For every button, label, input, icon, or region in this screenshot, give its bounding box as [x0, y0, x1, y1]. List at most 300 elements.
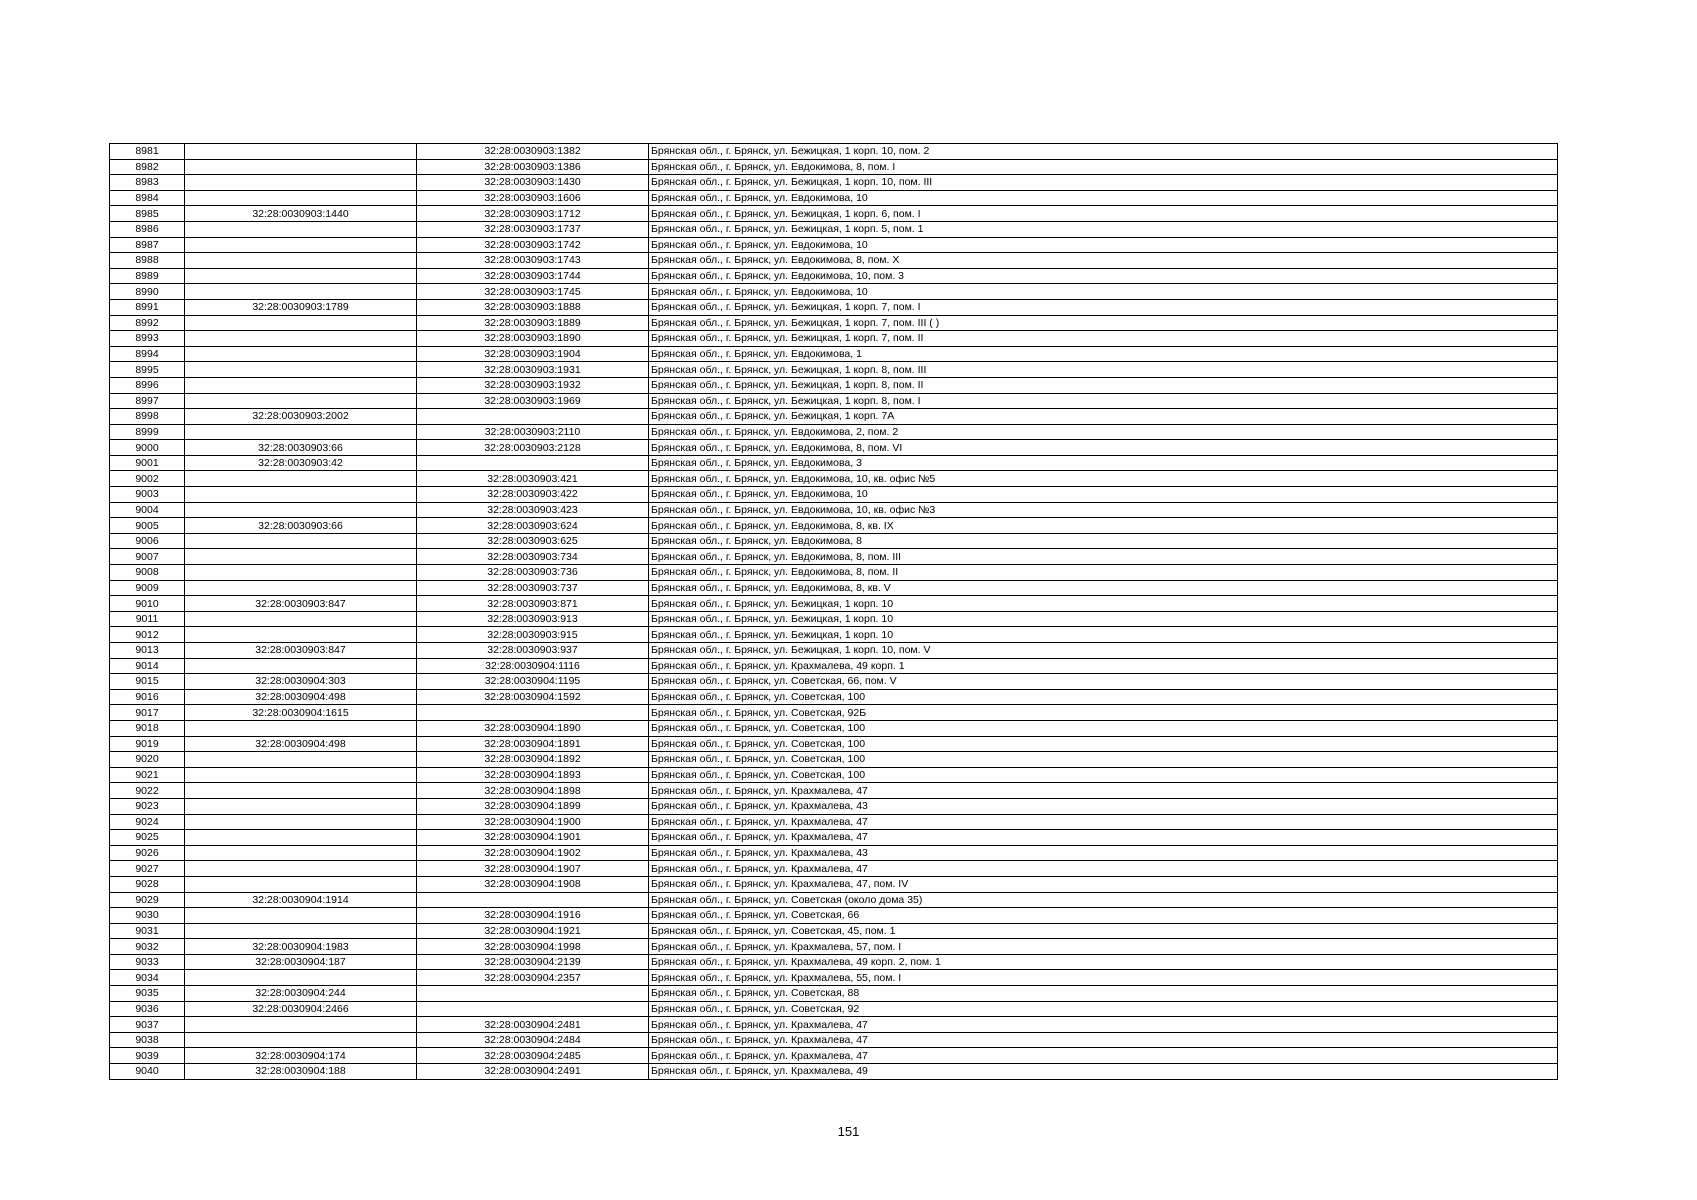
row-number-cell: 8995	[110, 362, 185, 378]
table-row	[110, 253, 1558, 269]
address-cell: Брянская обл., г. Брянск, ул. Советская, 45, пом. 1	[649, 923, 1558, 939]
address-cell: Брянская обл., г. Брянск, ул. Советская, 100	[649, 752, 1558, 768]
parent-cadastral-cell	[185, 1032, 417, 1048]
cadastral-number-cell: 32:28:0030903:624	[417, 518, 649, 534]
address-cell: Брянская обл., г. Брянск, ул. Бежицкая, 1 корп. 10, пом. 2	[649, 144, 1558, 160]
address-cell: Брянская обл., г. Брянск, ул. Крахмалева, 47	[649, 861, 1558, 877]
table-row	[110, 299, 1558, 315]
row-number-cell: 8991	[110, 299, 185, 315]
row-number-cell: 8998	[110, 409, 185, 425]
address-cell: Брянская обл., г. Брянск, ул. Евдокимова, 8, пом. I	[649, 159, 1558, 175]
table-row	[110, 830, 1558, 846]
table-row	[110, 455, 1558, 471]
parent-cadastral-cell	[185, 970, 417, 986]
table-row	[110, 424, 1558, 440]
address-cell: Брянская обл., г. Брянск, ул. Бежицкая, 1 корп. 8, пом. II	[649, 377, 1558, 393]
row-number-cell: 9002	[110, 471, 185, 487]
cadastral-number-cell	[417, 892, 649, 908]
cadastral-number-cell: 32:28:0030904:1899	[417, 798, 649, 814]
cadastral-number-cell: 32:28:0030904:1592	[417, 689, 649, 705]
cadastral-number-cell: 32:28:0030903:1904	[417, 346, 649, 362]
cadastral-number-cell: 32:28:0030903:913	[417, 611, 649, 627]
table-row	[110, 502, 1558, 518]
parent-cadastral-cell	[185, 377, 417, 393]
parent-cadastral-cell: 32:28:0030904:1615	[185, 705, 417, 721]
parent-cadastral-cell	[185, 611, 417, 627]
address-cell: Брянская обл., г. Брянск, ул. Крахмалева, 49 корп. 2, пом. 1	[649, 954, 1558, 970]
table-row	[110, 1001, 1558, 1017]
address-cell: Брянская обл., г. Брянск, ул. Евдокимова, 10, кв. офис №3	[649, 502, 1558, 518]
parent-cadastral-cell	[185, 549, 417, 565]
table-row	[110, 487, 1558, 503]
cadastral-number-cell	[417, 455, 649, 471]
cadastral-number-cell: 32:28:0030904:1900	[417, 814, 649, 830]
row-number-cell: 9028	[110, 876, 185, 892]
address-cell: Брянская обл., г. Брянск, ул. Бежицкая, 1 корп. 6, пом. I	[649, 206, 1558, 222]
address-cell: Брянская обл., г. Брянск, ул. Советская (около дома 35)	[649, 892, 1558, 908]
table-row	[110, 845, 1558, 861]
table-row	[110, 658, 1558, 674]
row-number-cell: 8989	[110, 268, 185, 284]
table-row	[110, 518, 1558, 534]
parent-cadastral-cell	[185, 159, 417, 175]
cadastral-number-cell: 32:28:0030904:2491	[417, 1064, 649, 1080]
row-number-cell: 9031	[110, 923, 185, 939]
parent-cadastral-cell: 32:28:0030904:2466	[185, 1001, 417, 1017]
parent-cadastral-cell	[185, 471, 417, 487]
row-number-cell: 8992	[110, 315, 185, 331]
row-number-cell: 9011	[110, 611, 185, 627]
parent-cadastral-cell	[185, 190, 417, 206]
parent-cadastral-cell	[185, 487, 417, 503]
row-number-cell: 9029	[110, 892, 185, 908]
cadastral-number-cell: 32:28:0030904:2484	[417, 1032, 649, 1048]
row-number-cell: 9025	[110, 830, 185, 846]
address-cell: Брянская обл., г. Брянск, ул. Советская, 100	[649, 767, 1558, 783]
parent-cadastral-cell	[185, 861, 417, 877]
row-number-cell: 9014	[110, 658, 185, 674]
address-cell: Брянская обл., г. Брянск, ул. Евдокимова, 10	[649, 487, 1558, 503]
table-row	[110, 144, 1558, 160]
parent-cadastral-cell	[185, 424, 417, 440]
address-cell: Брянская обл., г. Брянск, ул. Евдокимова, 8, кв. IX	[649, 518, 1558, 534]
cadastral-number-cell: 32:28:0030903:736	[417, 565, 649, 581]
cadastral-number-cell: 32:28:0030903:937	[417, 643, 649, 659]
address-cell: Брянская обл., г. Брянск, ул. Крахмалева, 49 корп. 1	[649, 658, 1558, 674]
parent-cadastral-cell	[185, 627, 417, 643]
address-cell: Брянская обл., г. Брянск, ул. Евдокимова, 3	[649, 455, 1558, 471]
table-row	[110, 627, 1558, 643]
table-row	[110, 533, 1558, 549]
address-cell: Брянская обл., г. Брянск, ул. Бежицкая, 1 корп. 8, пом. I	[649, 393, 1558, 409]
cadastral-number-cell: 32:28:0030903:1888	[417, 299, 649, 315]
cadastral-number-cell: 32:28:0030904:2357	[417, 970, 649, 986]
row-number-cell: 9020	[110, 752, 185, 768]
cadastral-number-cell: 32:28:0030903:1969	[417, 393, 649, 409]
address-cell: Брянская обл., г. Брянск, ул. Бежицкая, 1 корп. 10, пом. III	[649, 175, 1558, 191]
parent-cadastral-cell: 32:28:0030904:174	[185, 1048, 417, 1064]
parent-cadastral-cell	[185, 362, 417, 378]
table-row	[110, 393, 1558, 409]
row-number-cell: 9040	[110, 1064, 185, 1080]
parent-cadastral-cell: 32:28:0030904:1914	[185, 892, 417, 908]
parent-cadastral-cell: 32:28:0030903:2002	[185, 409, 417, 425]
address-cell: Брянская обл., г. Брянск, ул. Советская, 92Б	[649, 705, 1558, 721]
parent-cadastral-cell	[185, 393, 417, 409]
table-row	[110, 892, 1558, 908]
table-row	[110, 159, 1558, 175]
cadastral-number-cell: 32:28:0030904:1891	[417, 736, 649, 752]
row-number-cell: 9003	[110, 487, 185, 503]
row-number-cell: 9035	[110, 986, 185, 1002]
table-row	[110, 409, 1558, 425]
row-number-cell: 9024	[110, 814, 185, 830]
cadastral-number-cell: 32:28:0030903:1890	[417, 331, 649, 347]
table-row	[110, 315, 1558, 331]
address-cell: Брянская обл., г. Брянск, ул. Крахмалева, 49	[649, 1064, 1558, 1080]
cadastral-number-cell: 32:28:0030904:1907	[417, 861, 649, 877]
parent-cadastral-cell: 32:28:0030904:498	[185, 736, 417, 752]
cadastral-number-cell: 32:28:0030903:734	[417, 549, 649, 565]
table-row	[110, 643, 1558, 659]
cadastral-number-cell: 32:28:0030903:1382	[417, 144, 649, 160]
parent-cadastral-cell	[185, 221, 417, 237]
cadastral-number-cell: 32:28:0030904:1890	[417, 720, 649, 736]
parent-cadastral-cell	[185, 580, 417, 596]
cadastral-number-cell: 32:28:0030903:1386	[417, 159, 649, 175]
address-cell: Брянская обл., г. Брянск, ул. Бежицкая, 1 корп. 10	[649, 611, 1558, 627]
address-cell: Брянская обл., г. Брянск, ул. Бежицкая, 1 корп. 5, пом. 1	[649, 221, 1558, 237]
table-row	[110, 175, 1558, 191]
row-number-cell: 9030	[110, 908, 185, 924]
row-number-cell: 9021	[110, 767, 185, 783]
cadastral-number-cell: 32:28:0030904:1116	[417, 658, 649, 674]
address-cell: Брянская обл., г. Брянск, ул. Крахмалева, 55, пом. I	[649, 970, 1558, 986]
cadastral-number-cell: 32:28:0030904:1916	[417, 908, 649, 924]
cadastral-number-cell: 32:28:0030904:1893	[417, 767, 649, 783]
table-row	[110, 284, 1558, 300]
address-cell: Брянская обл., г. Брянск, ул. Советская, 100	[649, 720, 1558, 736]
parent-cadastral-cell: 32:28:0030904:244	[185, 986, 417, 1002]
address-cell: Брянская обл., г. Брянск, ул. Бежицкая, 1 корп. 8, пом. III	[649, 362, 1558, 378]
cadastral-number-cell: 32:28:0030903:1889	[417, 315, 649, 331]
table-row	[110, 549, 1558, 565]
address-cell: Брянская обл., г. Брянск, ул. Бежицкая, 1 корп. 10	[649, 627, 1558, 643]
parent-cadastral-cell	[185, 284, 417, 300]
table-row	[110, 1048, 1558, 1064]
table-row	[110, 705, 1558, 721]
address-cell: Брянская обл., г. Брянск, ул. Евдокимова, 10	[649, 237, 1558, 253]
row-number-cell: 9006	[110, 533, 185, 549]
table-row	[110, 346, 1558, 362]
table-row	[110, 1064, 1558, 1080]
cadastral-number-cell: 32:28:0030903:1737	[417, 221, 649, 237]
address-cell: Брянская обл., г. Брянск, ул. Бежицкая, 1 корп. 7, пом. II	[649, 331, 1558, 347]
parent-cadastral-cell	[185, 502, 417, 518]
address-cell: Брянская обл., г. Брянск, ул. Евдокимова, 10, пом. 3	[649, 268, 1558, 284]
parent-cadastral-cell	[185, 175, 417, 191]
parent-cadastral-cell	[185, 845, 417, 861]
cadastral-number-cell: 32:28:0030904:1898	[417, 783, 649, 799]
parent-cadastral-cell: 32:28:0030904:188	[185, 1064, 417, 1080]
address-cell: Брянская обл., г. Брянск, ул. Советская, 100	[649, 689, 1558, 705]
parent-cadastral-cell	[185, 923, 417, 939]
table-row	[110, 206, 1558, 222]
row-number-cell: 9022	[110, 783, 185, 799]
row-number-cell: 9037	[110, 1017, 185, 1033]
table-row	[110, 861, 1558, 877]
table-row	[110, 689, 1558, 705]
cadastral-number-cell	[417, 705, 649, 721]
cadastral-number-cell: 32:28:0030903:1745	[417, 284, 649, 300]
address-cell: Брянская обл., г. Брянск, ул. Евдокимова, 2, пом. 2	[649, 424, 1558, 440]
address-cell: Брянская обл., г. Брянск, ул. Крахмалева, 57, пом. I	[649, 939, 1558, 955]
table-row	[110, 752, 1558, 768]
address-cell: Брянская обл., г. Брянск, ул. Советская, 92	[649, 1001, 1558, 1017]
row-number-cell: 8987	[110, 237, 185, 253]
parent-cadastral-cell	[185, 814, 417, 830]
row-number-cell: 8994	[110, 346, 185, 362]
register-body	[110, 144, 1558, 1080]
register-table	[109, 143, 1558, 1080]
parent-cadastral-cell	[185, 830, 417, 846]
cadastral-number-cell: 32:28:0030903:2128	[417, 440, 649, 456]
address-cell: Брянская обл., г. Брянск, ул. Евдокимова, 8, пом. X	[649, 253, 1558, 269]
address-cell: Брянская обл., г. Брянск, ул. Советская, 88	[649, 986, 1558, 1002]
row-number-cell: 9010	[110, 596, 185, 612]
parent-cadastral-cell	[185, 876, 417, 892]
table-row	[110, 596, 1558, 612]
parent-cadastral-cell: 32:28:0030904:187	[185, 954, 417, 970]
table-row	[110, 377, 1558, 393]
cadastral-number-cell: 32:28:0030903:2110	[417, 424, 649, 440]
row-number-cell: 9032	[110, 939, 185, 955]
table-row	[110, 1032, 1558, 1048]
cadastral-number-cell: 32:28:0030904:1902	[417, 845, 649, 861]
row-number-cell: 9000	[110, 440, 185, 456]
parent-cadastral-cell	[185, 720, 417, 736]
row-number-cell: 9015	[110, 674, 185, 690]
parent-cadastral-cell	[185, 144, 417, 160]
table-row	[110, 923, 1558, 939]
row-number-cell: 8981	[110, 144, 185, 160]
parent-cadastral-cell: 32:28:0030903:1440	[185, 206, 417, 222]
address-cell: Брянская обл., г. Брянск, ул. Советская, 66	[649, 908, 1558, 924]
address-cell: Брянская обл., г. Брянск, ул. Евдокимова, 8, пом. II	[649, 565, 1558, 581]
row-number-cell: 9001	[110, 455, 185, 471]
row-number-cell: 9027	[110, 861, 185, 877]
table-row	[110, 565, 1558, 581]
table-row	[110, 970, 1558, 986]
row-number-cell: 9033	[110, 954, 185, 970]
row-number-cell: 9017	[110, 705, 185, 721]
row-number-cell: 8982	[110, 159, 185, 175]
parent-cadastral-cell	[185, 346, 417, 362]
address-cell: Брянская обл., г. Брянск, ул. Крахмалева, 47	[649, 1032, 1558, 1048]
row-number-cell: 9038	[110, 1032, 185, 1048]
address-cell: Брянская обл., г. Брянск, ул. Бежицкая, 1 корп. 10	[649, 596, 1558, 612]
cadastral-number-cell: 32:28:0030903:1742	[417, 237, 649, 253]
row-number-cell: 9039	[110, 1048, 185, 1064]
parent-cadastral-cell	[185, 533, 417, 549]
row-number-cell: 9012	[110, 627, 185, 643]
address-cell: Брянская обл., г. Брянск, ул. Бежицкая, 1 корп. 10, пом. V	[649, 643, 1558, 659]
parent-cadastral-cell	[185, 315, 417, 331]
row-number-cell: 8985	[110, 206, 185, 222]
cadastral-number-cell: 32:28:0030903:737	[417, 580, 649, 596]
table-row	[110, 908, 1558, 924]
row-number-cell: 8990	[110, 284, 185, 300]
address-cell: Брянская обл., г. Брянск, ул. Крахмалева, 47	[649, 783, 1558, 799]
table-row	[110, 440, 1558, 456]
row-number-cell: 8984	[110, 190, 185, 206]
table-row	[110, 471, 1558, 487]
row-number-cell: 9019	[110, 736, 185, 752]
row-number-cell: 9004	[110, 502, 185, 518]
table-row	[110, 611, 1558, 627]
cadastral-number-cell	[417, 986, 649, 1002]
cadastral-number-cell: 32:28:0030904:2481	[417, 1017, 649, 1033]
address-cell: Брянская обл., г. Брянск, ул. Крахмалева, 43	[649, 845, 1558, 861]
address-cell: Брянская обл., г. Брянск, ул. Евдокимова, 1	[649, 346, 1558, 362]
page-number: 151	[837, 1124, 860, 1139]
cadastral-number-cell: 32:28:0030903:422	[417, 487, 649, 503]
row-number-cell: 8999	[110, 424, 185, 440]
parent-cadastral-cell	[185, 237, 417, 253]
table-row	[110, 237, 1558, 253]
cadastral-number-cell: 32:28:0030903:1606	[417, 190, 649, 206]
parent-cadastral-cell: 32:28:0030903:1789	[185, 299, 417, 315]
address-cell: Брянская обл., г. Брянск, ул. Крахмалева, 47	[649, 814, 1558, 830]
parent-cadastral-cell	[185, 767, 417, 783]
parent-cadastral-cell: 32:28:0030904:498	[185, 689, 417, 705]
table-row	[110, 798, 1558, 814]
parent-cadastral-cell	[185, 253, 417, 269]
address-cell: Брянская обл., г. Брянск, ул. Евдокимова, 8, кв. V	[649, 580, 1558, 596]
parent-cadastral-cell: 32:28:0030903:42	[185, 455, 417, 471]
parent-cadastral-cell	[185, 783, 417, 799]
row-number-cell: 8988	[110, 253, 185, 269]
table-row	[110, 767, 1558, 783]
cadastral-number-cell: 32:28:0030903:1743	[417, 253, 649, 269]
address-cell: Брянская обл., г. Брянск, ул. Крахмалева, 47, пом. IV	[649, 876, 1558, 892]
address-cell: Брянская обл., г. Брянск, ул. Советская, 66, пом. V	[649, 674, 1558, 690]
row-number-cell: 9013	[110, 643, 185, 659]
table-row	[110, 783, 1558, 799]
cadastral-number-cell: 32:28:0030904:1998	[417, 939, 649, 955]
cadastral-number-cell: 32:28:0030903:915	[417, 627, 649, 643]
address-cell: Брянская обл., г. Брянск, ул. Крахмалева, 43	[649, 798, 1558, 814]
address-cell: Брянская обл., г. Брянск, ул. Евдокимова, 10, кв. офис №5	[649, 471, 1558, 487]
parent-cadastral-cell: 32:28:0030903:847	[185, 643, 417, 659]
cadastral-number-cell: 32:28:0030904:1195	[417, 674, 649, 690]
row-number-cell: 9008	[110, 565, 185, 581]
parent-cadastral-cell	[185, 331, 417, 347]
cadastral-number-cell: 32:28:0030903:1744	[417, 268, 649, 284]
row-number-cell: 9007	[110, 549, 185, 565]
cadastral-number-cell	[417, 1001, 649, 1017]
parent-cadastral-cell	[185, 908, 417, 924]
parent-cadastral-cell	[185, 798, 417, 814]
address-cell: Брянская обл., г. Брянск, ул. Крахмалева, 47	[649, 1048, 1558, 1064]
cadastral-number-cell: 32:28:0030903:1932	[417, 377, 649, 393]
address-cell: Брянская обл., г. Брянск, ул. Бежицкая, 1 корп. 7, пом. III ( )	[649, 315, 1558, 331]
table-row	[110, 954, 1558, 970]
cadastral-number-cell: 32:28:0030904:2139	[417, 954, 649, 970]
address-cell: Брянская обл., г. Брянск, ул. Евдокимова, 10	[649, 284, 1558, 300]
cadastral-number-cell: 32:28:0030904:1921	[417, 923, 649, 939]
cadastral-number-cell: 32:28:0030904:1901	[417, 830, 649, 846]
address-cell: Брянская обл., г. Брянск, ул. Евдокимова, 8, пом. III	[649, 549, 1558, 565]
table-row	[110, 190, 1558, 206]
address-cell: Брянская обл., г. Брянск, ул. Крахмалева, 47	[649, 830, 1558, 846]
address-cell: Брянская обл., г. Брянск, ул. Евдокимова, 10	[649, 190, 1558, 206]
address-cell: Брянская обл., г. Брянск, ул. Бежицкая, 1 корп. 7А	[649, 409, 1558, 425]
cadastral-number-cell: 32:28:0030903:1430	[417, 175, 649, 191]
address-cell: Брянская обл., г. Брянск, ул. Крахмалева, 47	[649, 1017, 1558, 1033]
row-number-cell: 8993	[110, 331, 185, 347]
cadastral-number-cell: 32:28:0030903:423	[417, 502, 649, 518]
parent-cadastral-cell: 32:28:0030903:847	[185, 596, 417, 612]
row-number-cell: 8986	[110, 221, 185, 237]
table-row	[110, 221, 1558, 237]
table-row	[110, 814, 1558, 830]
address-cell: Брянская обл., г. Брянск, ул. Советская, 100	[649, 736, 1558, 752]
table-row	[110, 268, 1558, 284]
table-row	[110, 939, 1558, 955]
table-row	[110, 580, 1558, 596]
parent-cadastral-cell: 32:28:0030903:66	[185, 440, 417, 456]
row-number-cell: 8983	[110, 175, 185, 191]
parent-cadastral-cell: 32:28:0030904:303	[185, 674, 417, 690]
row-number-cell: 9036	[110, 1001, 185, 1017]
table-row	[110, 1017, 1558, 1033]
parent-cadastral-cell	[185, 752, 417, 768]
address-cell: Брянская обл., г. Брянск, ул. Евдокимова, 8, пом. VI	[649, 440, 1558, 456]
row-number-cell: 9018	[110, 720, 185, 736]
cadastral-number-cell: 32:28:0030904:1908	[417, 876, 649, 892]
cadastral-number-cell: 32:28:0030903:1712	[417, 206, 649, 222]
address-cell: Брянская обл., г. Брянск, ул. Евдокимова, 8	[649, 533, 1558, 549]
table-row	[110, 986, 1558, 1002]
cadastral-number-cell: 32:28:0030903:625	[417, 533, 649, 549]
parent-cadastral-cell	[185, 268, 417, 284]
row-number-cell: 8996	[110, 377, 185, 393]
row-number-cell: 9026	[110, 845, 185, 861]
row-number-cell: 9016	[110, 689, 185, 705]
row-number-cell: 9009	[110, 580, 185, 596]
cadastral-number-cell: 32:28:0030903:871	[417, 596, 649, 612]
cadastral-number-cell: 32:28:0030904:1892	[417, 752, 649, 768]
table-row	[110, 331, 1558, 347]
parent-cadastral-cell	[185, 565, 417, 581]
parent-cadastral-cell: 32:28:0030904:1983	[185, 939, 417, 955]
row-number-cell: 9034	[110, 970, 185, 986]
row-number-cell: 9023	[110, 798, 185, 814]
table-row	[110, 736, 1558, 752]
row-number-cell: 8997	[110, 393, 185, 409]
cadastral-number-cell: 32:28:0030903:421	[417, 471, 649, 487]
cadastral-number-cell: 32:28:0030903:1931	[417, 362, 649, 378]
parent-cadastral-cell	[185, 658, 417, 674]
parent-cadastral-cell	[185, 1017, 417, 1033]
parent-cadastral-cell: 32:28:0030903:66	[185, 518, 417, 534]
cadastral-number-cell	[417, 409, 649, 425]
row-number-cell: 9005	[110, 518, 185, 534]
table-row	[110, 876, 1558, 892]
table-row	[110, 674, 1558, 690]
cadastral-number-cell: 32:28:0030904:2485	[417, 1048, 649, 1064]
